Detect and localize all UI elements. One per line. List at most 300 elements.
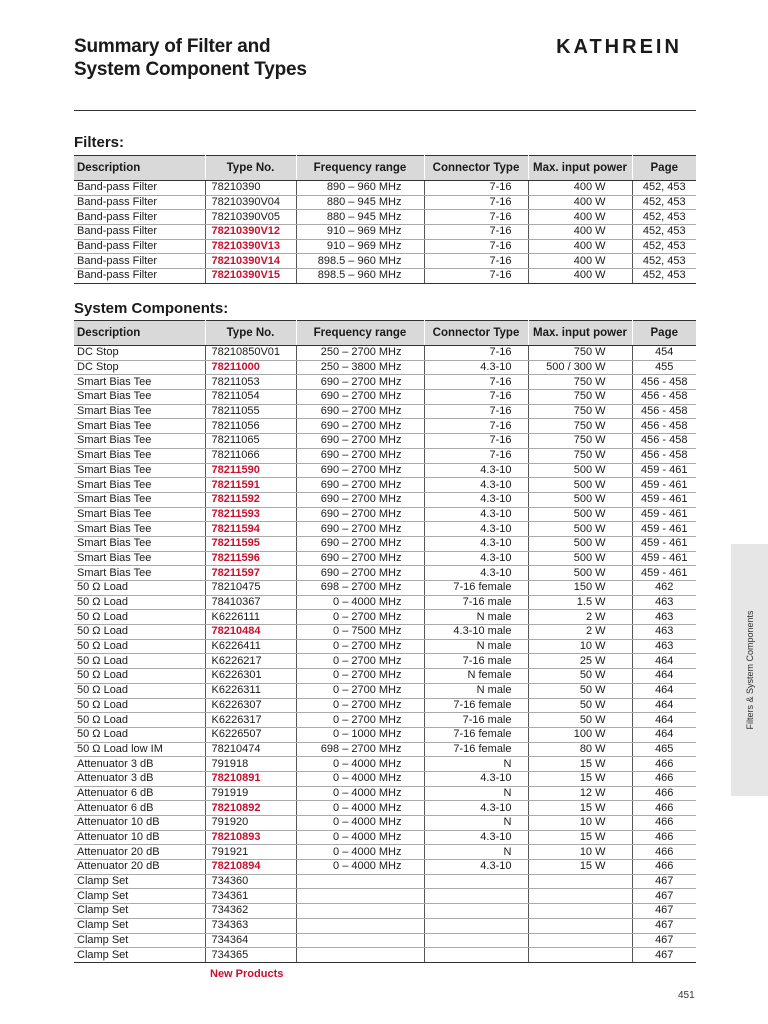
cell-page: 464 <box>632 713 696 728</box>
cell-page: 459 - 461 <box>632 463 696 478</box>
cell-page: 459 - 461 <box>632 492 696 507</box>
cell-connector: 7-16 <box>424 346 528 361</box>
cell-page: 466 <box>632 757 696 772</box>
cell-description: Band-pass Filter <box>74 195 205 210</box>
cell-frequency: 898.5 – 960 MHz <box>296 269 424 284</box>
cell-power: 10 W <box>528 816 632 831</box>
cell-power: 500 W <box>528 478 632 493</box>
page-number: 451 <box>678 990 695 1001</box>
cell-power: 400 W <box>528 181 632 196</box>
cell-power: 1.5 W <box>528 595 632 610</box>
cell-connector: 7-16 <box>424 181 528 196</box>
cell-type-no: 78211065 <box>205 434 296 449</box>
cell-type-no: 78211597 <box>205 566 296 581</box>
page-title-line-1: Summary of Filter and <box>74 36 271 57</box>
cell-frequency: 0 – 2700 MHz <box>296 654 424 669</box>
cell-power: 500 W <box>528 463 632 478</box>
cell-page: 466 <box>632 786 696 801</box>
cell-connector <box>424 889 528 904</box>
cell-page: 452, 453 <box>632 225 696 240</box>
cell-description: Attenuator 3 dB <box>74 757 205 772</box>
col-power: Max. input power <box>528 321 632 346</box>
table-row <box>74 610 696 625</box>
table-row <box>74 669 696 684</box>
table-header-row <box>74 156 696 181</box>
cell-description: Band-pass Filter <box>74 225 205 240</box>
cell-connector: 4.3-10 <box>424 551 528 566</box>
cell-frequency: 0 – 2700 MHz <box>296 610 424 625</box>
table-row <box>74 595 696 610</box>
cell-description: 50 Ω Load <box>74 698 205 713</box>
cell-power: 10 W <box>528 639 632 654</box>
cell-type-no: 791920 <box>205 816 296 831</box>
cell-description: 50 Ω Load <box>74 683 205 698</box>
cell-power: 500 / 300 W <box>528 360 632 375</box>
table-row <box>74 239 696 254</box>
table-row <box>74 801 696 816</box>
cell-power: 400 W <box>528 269 632 284</box>
cell-page: 459 - 461 <box>632 522 696 537</box>
cell-power: 50 W <box>528 713 632 728</box>
cell-type-no: K6226507 <box>205 727 296 742</box>
cell-connector <box>424 874 528 889</box>
cell-type-no: K6226307 <box>205 698 296 713</box>
cell-connector: 7-16 <box>424 225 528 240</box>
cell-type-no: 78210390V15 <box>205 269 296 284</box>
cell-description: Smart Bias Tee <box>74 463 205 478</box>
cell-connector <box>424 933 528 948</box>
cell-frequency: 0 – 4000 MHz <box>296 595 424 610</box>
cell-type-no: 734364 <box>205 933 296 948</box>
cell-frequency: 0 – 4000 MHz <box>296 860 424 875</box>
cell-description: Attenuator 20 dB <box>74 845 205 860</box>
table-row <box>74 757 696 772</box>
cell-connector: 7-16 <box>424 404 528 419</box>
cell-connector <box>424 904 528 919</box>
cell-power: 500 W <box>528 566 632 581</box>
cell-power: 750 W <box>528 375 632 390</box>
cell-type-no: 78211592 <box>205 492 296 507</box>
cell-description: Band-pass Filter <box>74 269 205 284</box>
cell-power <box>528 918 632 933</box>
filters-table <box>74 155 696 284</box>
cell-frequency <box>296 948 424 963</box>
cell-page: 466 <box>632 845 696 860</box>
cell-connector: N male <box>424 683 528 698</box>
cell-type-no: 734360 <box>205 874 296 889</box>
cell-type-no: K6226301 <box>205 669 296 684</box>
cell-page: 452, 453 <box>632 239 696 254</box>
cell-type-no: 78211054 <box>205 390 296 405</box>
cell-page: 455 <box>632 360 696 375</box>
table-row <box>74 404 696 419</box>
cell-frequency: 898.5 – 960 MHz <box>296 254 424 269</box>
cell-page: 464 <box>632 683 696 698</box>
table-row <box>74 742 696 757</box>
table-row <box>74 639 696 654</box>
cell-description: Attenuator 3 dB <box>74 771 205 786</box>
cell-connector: 7-16 female <box>424 727 528 742</box>
cell-frequency: 0 – 4000 MHz <box>296 830 424 845</box>
cell-description: 50 Ω Load <box>74 727 205 742</box>
cell-frequency: 690 – 2700 MHz <box>296 434 424 449</box>
table-row <box>74 419 696 434</box>
side-tab[interactable] <box>731 544 768 796</box>
cell-description: Smart Bias Tee <box>74 551 205 566</box>
cell-power: 750 W <box>528 419 632 434</box>
cell-power <box>528 874 632 889</box>
cell-page: 454 <box>632 346 696 361</box>
cell-type-no: K6226311 <box>205 683 296 698</box>
cell-frequency: 0 – 4000 MHz <box>296 845 424 860</box>
cell-power: 25 W <box>528 654 632 669</box>
cell-connector: N male <box>424 610 528 625</box>
cell-connector <box>424 948 528 963</box>
cell-type-no: 78210474 <box>205 742 296 757</box>
cell-power: 50 W <box>528 669 632 684</box>
cell-description: Clamp Set <box>74 948 205 963</box>
cell-frequency: 690 – 2700 MHz <box>296 478 424 493</box>
cell-type-no: 78210894 <box>205 860 296 875</box>
table-row <box>74 536 696 551</box>
cell-power: 750 W <box>528 390 632 405</box>
cell-description: 50 Ω Load low IM <box>74 742 205 757</box>
cell-connector: 4.3-10 <box>424 522 528 537</box>
cell-page: 467 <box>632 948 696 963</box>
cell-description: 50 Ω Load <box>74 625 205 640</box>
table-row <box>74 210 696 225</box>
cell-frequency: 690 – 2700 MHz <box>296 375 424 390</box>
cell-description: Smart Bias Tee <box>74 478 205 493</box>
cell-page: 464 <box>632 669 696 684</box>
cell-connector: N <box>424 757 528 772</box>
table-row <box>74 375 696 390</box>
cell-type-no: 791921 <box>205 845 296 860</box>
cell-description: Attenuator 10 dB <box>74 816 205 831</box>
table-row <box>74 225 696 240</box>
cell-frequency: 698 – 2700 MHz <box>296 581 424 596</box>
filters-heading: Filters: <box>74 134 125 151</box>
cell-page: 456 - 458 <box>632 434 696 449</box>
cell-connector: 4.3-10 <box>424 566 528 581</box>
table-row <box>74 478 696 493</box>
cell-type-no: 734362 <box>205 904 296 919</box>
cell-page: 463 <box>632 639 696 654</box>
cell-connector: N <box>424 845 528 860</box>
table-row <box>74 860 696 875</box>
cell-page: 466 <box>632 830 696 845</box>
cell-frequency: 690 – 2700 MHz <box>296 463 424 478</box>
table-row <box>74 625 696 640</box>
cell-power: 500 W <box>528 522 632 537</box>
cell-connector: 4.3-10 <box>424 536 528 551</box>
table-row <box>74 683 696 698</box>
cell-frequency: 690 – 2700 MHz <box>296 507 424 522</box>
cell-connector: 7-16 female <box>424 742 528 757</box>
cell-description: Attenuator 10 dB <box>74 830 205 845</box>
cell-description: 50 Ω Load <box>74 654 205 669</box>
table-row <box>74 816 696 831</box>
cell-type-no: 78210893 <box>205 830 296 845</box>
cell-description: Smart Bias Tee <box>74 404 205 419</box>
cell-frequency: 0 – 7500 MHz <box>296 625 424 640</box>
cell-connector: 7-16 <box>424 195 528 210</box>
table-row <box>74 254 696 269</box>
cell-type-no: 78410367 <box>205 595 296 610</box>
cell-connector: 7-16 female <box>424 698 528 713</box>
cell-frequency: 0 – 4000 MHz <box>296 771 424 786</box>
cell-frequency: 250 – 2700 MHz <box>296 346 424 361</box>
cell-description: Band-pass Filter <box>74 254 205 269</box>
cell-frequency <box>296 889 424 904</box>
cell-type-no: 791918 <box>205 757 296 772</box>
cell-description: Band-pass Filter <box>74 239 205 254</box>
cell-power: 500 W <box>528 492 632 507</box>
cell-description: 50 Ω Load <box>74 595 205 610</box>
cell-frequency <box>296 874 424 889</box>
cell-connector: 7-16 <box>424 210 528 225</box>
cell-connector: 7-16 <box>424 434 528 449</box>
cell-power: 15 W <box>528 757 632 772</box>
cell-page: 452, 453 <box>632 181 696 196</box>
cell-frequency: 690 – 2700 MHz <box>296 492 424 507</box>
cell-connector: 4.3-10 <box>424 478 528 493</box>
cell-page: 463 <box>632 595 696 610</box>
cell-page: 456 - 458 <box>632 375 696 390</box>
table-row <box>74 889 696 904</box>
cell-page: 467 <box>632 904 696 919</box>
cell-connector: 7-16 <box>424 239 528 254</box>
table-row <box>74 566 696 581</box>
table-row <box>74 507 696 522</box>
cell-type-no: 78210390V13 <box>205 239 296 254</box>
table-row <box>74 195 696 210</box>
cell-description: Band-pass Filter <box>74 210 205 225</box>
new-products-legend: New Products <box>210 968 284 980</box>
cell-power: 400 W <box>528 239 632 254</box>
table-row <box>74 918 696 933</box>
cell-type-no: 78210390 <box>205 181 296 196</box>
page-title <box>74 35 307 81</box>
cell-type-no: 791919 <box>205 786 296 801</box>
cell-power <box>528 933 632 948</box>
cell-type-no: 78210390V14 <box>205 254 296 269</box>
cell-type-no: 78211590 <box>205 463 296 478</box>
cell-frequency: 690 – 2700 MHz <box>296 404 424 419</box>
cell-frequency: 690 – 2700 MHz <box>296 390 424 405</box>
cell-frequency: 0 – 4000 MHz <box>296 757 424 772</box>
components-table-body <box>74 346 696 963</box>
cell-power: 12 W <box>528 786 632 801</box>
cell-page: 452, 453 <box>632 210 696 225</box>
cell-power: 750 W <box>528 434 632 449</box>
col-description: Description <box>74 156 205 181</box>
cell-connector: 7-16 male <box>424 654 528 669</box>
cell-connector: N <box>424 816 528 831</box>
cell-connector: 7-16 <box>424 448 528 463</box>
table-row <box>74 551 696 566</box>
cell-type-no: 78211595 <box>205 536 296 551</box>
cell-frequency: 0 – 2700 MHz <box>296 713 424 728</box>
table-row <box>74 360 696 375</box>
cell-page: 459 - 461 <box>632 507 696 522</box>
side-tab-label: Filters & System Components <box>744 610 755 730</box>
cell-frequency: 690 – 2700 MHz <box>296 536 424 551</box>
cell-frequency <box>296 904 424 919</box>
cell-page: 467 <box>632 933 696 948</box>
cell-connector: 4.3-10 <box>424 463 528 478</box>
cell-frequency: 698 – 2700 MHz <box>296 742 424 757</box>
cell-frequency <box>296 918 424 933</box>
table-row <box>74 874 696 889</box>
cell-type-no: 78211596 <box>205 551 296 566</box>
cell-page: 464 <box>632 698 696 713</box>
table-row <box>74 463 696 478</box>
cell-type-no: K6226411 <box>205 639 296 654</box>
cell-page: 456 - 458 <box>632 448 696 463</box>
cell-type-no: 78211000 <box>205 360 296 375</box>
cell-frequency: 690 – 2700 MHz <box>296 448 424 463</box>
cell-type-no: K6226111 <box>205 610 296 625</box>
table-row <box>74 904 696 919</box>
cell-description: Smart Bias Tee <box>74 448 205 463</box>
components-table <box>74 320 696 963</box>
cell-connector: 7-16 male <box>424 713 528 728</box>
cell-type-no: 78210850V01 <box>205 346 296 361</box>
table-row <box>74 390 696 405</box>
table-row <box>74 948 696 963</box>
cell-description: 50 Ω Load <box>74 669 205 684</box>
cell-power: 10 W <box>528 845 632 860</box>
cell-page: 452, 453 <box>632 254 696 269</box>
cell-page: 466 <box>632 771 696 786</box>
cell-power: 15 W <box>528 830 632 845</box>
cell-frequency: 0 – 2700 MHz <box>296 669 424 684</box>
cell-page: 459 - 461 <box>632 551 696 566</box>
cell-page: 466 <box>632 860 696 875</box>
cell-page: 466 <box>632 801 696 816</box>
cell-connector: 7-16 <box>424 254 528 269</box>
cell-page: 464 <box>632 727 696 742</box>
cell-power: 750 W <box>528 404 632 419</box>
cell-type-no: 78210390V12 <box>205 225 296 240</box>
cell-connector: 4.3-10 <box>424 360 528 375</box>
cell-connector: 7-16 <box>424 390 528 405</box>
cell-type-no: 734365 <box>205 948 296 963</box>
cell-connector <box>424 918 528 933</box>
table-row <box>74 434 696 449</box>
cell-frequency: 0 – 4000 MHz <box>296 801 424 816</box>
cell-page: 467 <box>632 889 696 904</box>
cell-page: 456 - 458 <box>632 419 696 434</box>
cell-type-no: 78210390V05 <box>205 210 296 225</box>
cell-description: Smart Bias Tee <box>74 434 205 449</box>
cell-connector: N <box>424 786 528 801</box>
cell-power: 400 W <box>528 254 632 269</box>
cell-frequency: 0 – 4000 MHz <box>296 816 424 831</box>
cell-description: DC Stop <box>74 360 205 375</box>
cell-description: Smart Bias Tee <box>74 536 205 551</box>
cell-connector: 4.3-10 <box>424 860 528 875</box>
cell-description: Clamp Set <box>74 933 205 948</box>
col-connector: Connector Type <box>424 156 528 181</box>
cell-page: 467 <box>632 918 696 933</box>
cell-power: 50 W <box>528 698 632 713</box>
cell-page: 459 - 461 <box>632 536 696 551</box>
cell-power: 50 W <box>528 683 632 698</box>
table-row <box>74 269 696 284</box>
cell-type-no: 78210484 <box>205 625 296 640</box>
table-row <box>74 181 696 196</box>
col-page: Page <box>632 321 696 346</box>
cell-type-no: 78210892 <box>205 801 296 816</box>
cell-connector: 7-16 <box>424 375 528 390</box>
cell-page: 467 <box>632 874 696 889</box>
cell-power: 750 W <box>528 346 632 361</box>
cell-frequency <box>296 933 424 948</box>
cell-connector: 4.3-10 <box>424 507 528 522</box>
cell-connector: 4.3-10 <box>424 492 528 507</box>
cell-power <box>528 889 632 904</box>
cell-power: 15 W <box>528 801 632 816</box>
cell-description: Smart Bias Tee <box>74 375 205 390</box>
filters-table-body <box>74 181 696 284</box>
col-page: Page <box>632 156 696 181</box>
cell-frequency: 910 – 969 MHz <box>296 225 424 240</box>
table-row <box>74 654 696 669</box>
cell-type-no: 78211066 <box>205 448 296 463</box>
cell-type-no: 78211594 <box>205 522 296 537</box>
cell-type-no: K6226317 <box>205 713 296 728</box>
cell-page: 466 <box>632 816 696 831</box>
cell-type-no: 78211591 <box>205 478 296 493</box>
cell-page: 452, 453 <box>632 269 696 284</box>
cell-power: 500 W <box>528 507 632 522</box>
cell-connector: 4.3-10 <box>424 771 528 786</box>
cell-connector: 4.3-10 <box>424 801 528 816</box>
table-row <box>74 581 696 596</box>
table-row <box>74 346 696 361</box>
cell-frequency: 0 – 2700 MHz <box>296 639 424 654</box>
cell-power: 400 W <box>528 195 632 210</box>
cell-connector: 4.3-10 male <box>424 625 528 640</box>
cell-frequency: 250 – 3800 MHz <box>296 360 424 375</box>
cell-connector: N male <box>424 639 528 654</box>
table-row <box>74 522 696 537</box>
cell-frequency: 910 – 969 MHz <box>296 239 424 254</box>
table-row <box>74 492 696 507</box>
col-frequency: Frequency range <box>296 156 424 181</box>
cell-description: Clamp Set <box>74 904 205 919</box>
cell-power: 80 W <box>528 742 632 757</box>
cell-frequency: 690 – 2700 MHz <box>296 566 424 581</box>
cell-page: 459 - 461 <box>632 478 696 493</box>
table-row <box>74 845 696 860</box>
cell-description: Attenuator 6 dB <box>74 801 205 816</box>
cell-description: Smart Bias Tee <box>74 522 205 537</box>
cell-page: 459 - 461 <box>632 566 696 581</box>
cell-type-no: 78211053 <box>205 375 296 390</box>
cell-connector: N female <box>424 669 528 684</box>
cell-description: DC Stop <box>74 346 205 361</box>
cell-description: 50 Ω Load <box>74 581 205 596</box>
cell-page: 456 - 458 <box>632 390 696 405</box>
cell-power: 400 W <box>528 225 632 240</box>
cell-description: Clamp Set <box>74 889 205 904</box>
page-title-line-2: System Component Types <box>74 59 307 80</box>
cell-frequency: 690 – 2700 MHz <box>296 419 424 434</box>
cell-power <box>528 948 632 963</box>
